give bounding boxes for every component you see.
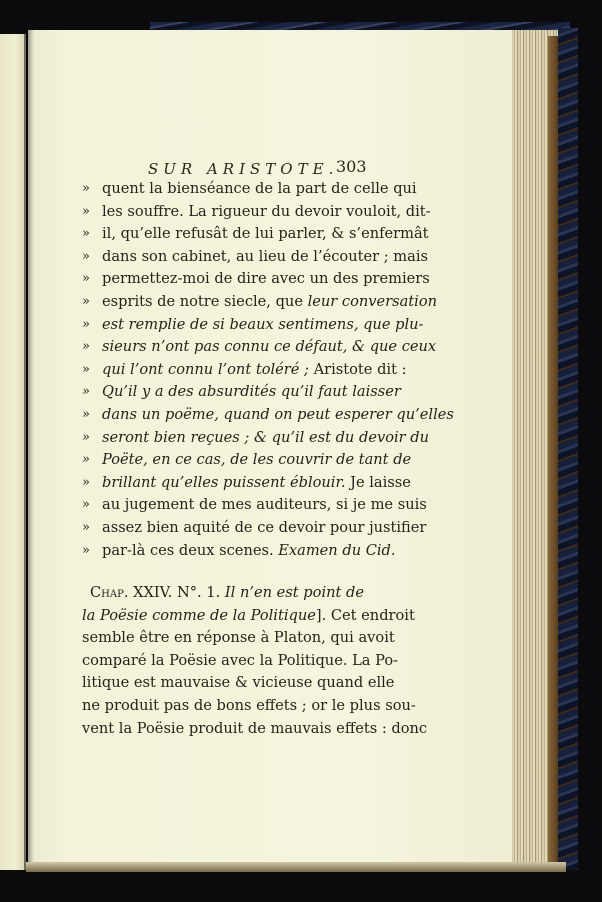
quote-line: » assez bien aquité de ce devoir pour justifier bbox=[82, 517, 364, 540]
chapter-line: comparé la Poësie avec la Politique. La Po- bbox=[82, 651, 399, 669]
quote-line: » au jugement de mes auditeurs, si je me suis bbox=[82, 494, 364, 517]
chapter-paragraph bbox=[82, 582, 428, 740]
quote-line: » seront bien reçues ; & qu’il est du devoir du bbox=[82, 427, 364, 450]
chapter-line: litique est mauvaise & vicieuse quand elle bbox=[82, 674, 395, 692]
quote-line: » qui l’ont connu l’ont toléré ; Aristote dit : bbox=[82, 359, 364, 382]
page-text bbox=[82, 178, 454, 740]
running-head: SUR ARISTOTE. bbox=[148, 160, 339, 178]
chapter-label: Chap. XXIV. N°. 1. bbox=[90, 584, 221, 602]
chapter-heading-line: la Poësie comme de la Politique]. Cet endroit bbox=[82, 606, 415, 624]
chapter-title-part2: la Poësie comme de la Politique bbox=[82, 606, 316, 624]
quote-line: » dans un poëme, quand on peut esperer qu’elles bbox=[82, 404, 364, 427]
quote-line: » brillant qu’elles puissent éblouir. Je laisse bbox=[82, 472, 364, 495]
book-cover-marbled bbox=[558, 28, 578, 870]
chapter-title-part1: Il n’en est point de bbox=[224, 584, 364, 602]
quote-line: » Poëte, en ce cas, de les couvrir de tant de bbox=[82, 449, 364, 472]
quote-line: » permettez-moi de dire avec un des premiers bbox=[82, 268, 364, 291]
quote-line: » quent la bienséance de la part de celle qui bbox=[82, 178, 364, 201]
quote-line: » il, qu’elle refusât de lui parler, & s’enfermât bbox=[82, 223, 364, 246]
book-bottom-edge bbox=[26, 862, 566, 872]
quote-line: » est remplie de si beaux sentimens, que plu- bbox=[82, 314, 364, 337]
quote-line: » Qu’il y a des absurdités qu’il faut laisser bbox=[82, 381, 364, 404]
quote-line: » dans son cabinet, au lieu de l’écouter ; mais bbox=[82, 246, 364, 269]
book-left-page-edge bbox=[0, 34, 26, 870]
quote-line: » sieurs n’ont pas connu ce défaut, & que ceux bbox=[82, 336, 364, 359]
chapter-line: vent la Poësie produit de mauvais effets : donc bbox=[82, 719, 428, 737]
quote-line: » esprits de notre siecle, que leur conversation bbox=[82, 291, 364, 314]
quote-line: » par-là ces deux scenes. Examen du Cid. bbox=[82, 540, 364, 563]
book-spine-shadow bbox=[24, 30, 34, 872]
quote-line: » les souffre. La rigueur du devoir vouloit, dit- bbox=[82, 201, 364, 224]
page-number: 303 bbox=[336, 157, 367, 176]
chapter-line: semble être en réponse à Platon, qui avoit bbox=[82, 629, 395, 647]
chapter-line: ne produit pas de bons effets ; or le plus sou- bbox=[82, 697, 416, 715]
chapter-heading-line bbox=[82, 582, 364, 605]
